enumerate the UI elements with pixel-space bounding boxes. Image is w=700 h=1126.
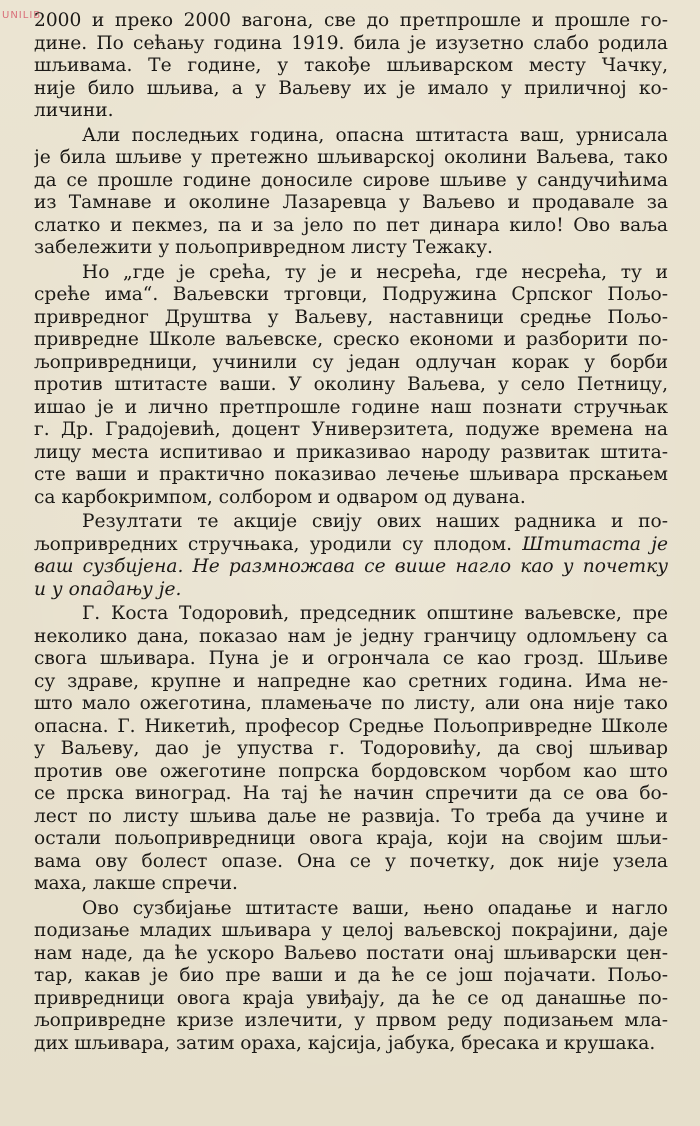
text-line: г. Др. Градојевић, доцент Универзитета, подуже времена на xyxy=(34,419,668,440)
text-line: нам наде, да ће ускоро Ваљево постати онај шљиварски цен- xyxy=(34,942,668,964)
text-line: против штитасте ваши. У околину Ваљева, у село Петницу, xyxy=(34,374,668,395)
text-line: љопривредници, учинили су један одлучан корак у борби xyxy=(34,351,668,373)
text-line: је била шљиве у претежно шљиварској околини Ваљева, тако xyxy=(34,147,668,168)
text-line: остали пољопривредници овога краја, који на својим шљи- xyxy=(34,828,668,849)
text-line: неколико дана, показао нам је једну гранчицу одломљену са xyxy=(34,625,668,647)
text-line: се прска виноград. На тај ће начин спречити да се ова бо- xyxy=(34,783,668,804)
text-line: Резултати те акције свију ових наших радника и по- xyxy=(82,511,668,532)
paragraph-5 xyxy=(34,603,668,896)
library-watermark: UNILIB xyxy=(2,10,42,21)
text-line: лицу места испитивао и приказивао народу развитак штита- xyxy=(34,441,668,463)
text-line: дих шљивара, затим ораха, кајсија, јабука, бресака и крушака. xyxy=(34,1032,656,1054)
text-line: у Ваљеву, дао је упуства г. Тодоровићу, да свој шљивар xyxy=(34,738,668,759)
text-line: Но „где је срећа, ту је и несрећа, где несрећа, ту и xyxy=(82,261,668,283)
text-line: из Тамнаве и околине Лазаревца у Ваљево и продавале за xyxy=(34,192,668,213)
text-line: против ове ожеготине попрска бордовском чорбом као што xyxy=(34,760,668,782)
text-line: љопривредне кризе излечити, у првом реду подизањем мла- xyxy=(34,1010,668,1031)
text-line: привредног Друштва у Ваљеву, наставници средње Пољо- xyxy=(34,306,668,328)
text-segment: љопривредних стручњака, уродили су плодом. xyxy=(34,533,513,555)
text-line: дине. По сећању година 1919. била је изузетно слабо родила xyxy=(34,32,668,54)
text-line: привредници овога краја увиђају, да ће се од данашње по- xyxy=(34,987,668,1009)
paragraph-1 xyxy=(34,10,668,123)
text-line: забележити у пољопривредном листу Тежаку. xyxy=(34,237,493,258)
text-line: тар, какав је био пре ваши и да ће се још појачати. Пољо- xyxy=(34,965,668,986)
text-line: лест по листу шљива даље не развија. То треба да учине и xyxy=(34,805,668,827)
text-line-mixed xyxy=(34,534,668,557)
paragraph-4 xyxy=(34,511,668,601)
text-line: Али последњих година, опасна штитаста ваш, урнисала xyxy=(82,124,668,146)
text-line: сте ваши и практично показивао лечење шљивара прскањем xyxy=(34,464,668,485)
text-line: маха, лакше спречи. xyxy=(34,873,238,894)
text-line: што мало ожеготина, пламењаче по листу, али она није тако xyxy=(34,693,668,714)
text-line: личини. xyxy=(34,100,114,121)
article-body xyxy=(34,10,668,1055)
text-line: шљивама. Те године, у такође шљиварском месту Чачку, xyxy=(34,55,668,76)
text-line: опасна. Г. Никетић, професор Средње Пољопривредне Школе xyxy=(34,715,668,737)
emphasis-line: и у опадању је. xyxy=(34,578,182,600)
emphasis-text: Штитаста је xyxy=(522,533,668,555)
text-line: привредне Школе ваљевске, среско економи и разборити по- xyxy=(34,329,668,350)
text-line: да се прошле године доносиле сирове шљиве у сандучићима xyxy=(34,169,668,191)
text-line: 2000 и преко 2000 вагона, све до претпрошле и прошле го- xyxy=(34,10,668,31)
text-line: слатко и пекмез, па и за јело по пет динара кило! Ово ваља xyxy=(34,214,668,236)
text-line: среће има“. Ваљевски трговци, Подружина Српског Пољо- xyxy=(34,284,668,305)
emphasis-line: ваш сузбијена. Не размножава се више нагло као у почетку xyxy=(34,556,668,577)
text-line: Г. Коста Тодоровић, председник општине ваљевске, пре xyxy=(82,603,668,624)
text-line: су здраве, крупне и напредне као сретних година. Има не- xyxy=(34,670,668,692)
text-line: подизање младих шљивара у целој ваљевској покрајини, даје xyxy=(34,920,668,941)
text-line: вама ову болест опазе. Она се у почетку, док није узела xyxy=(34,850,668,872)
text-line: Ово сузбијање штитасте ваши, њено опадање и нагло xyxy=(82,897,668,919)
text-line: свога шљивара. Пуна је и огрончала се као грозд. Шљиве xyxy=(34,648,668,669)
text-line: није било шљива, а у Ваљеву их је имало у приличној ко- xyxy=(34,77,668,99)
paragraph-3 xyxy=(34,262,668,510)
text-line: са карбокримпом, солбором и одваром од дувана. xyxy=(34,486,526,508)
paragraph-6 xyxy=(34,898,668,1056)
paragraph-2 xyxy=(34,125,668,260)
text-line: ишао је и лично претпрошле године наш познати стручњак xyxy=(34,396,668,418)
